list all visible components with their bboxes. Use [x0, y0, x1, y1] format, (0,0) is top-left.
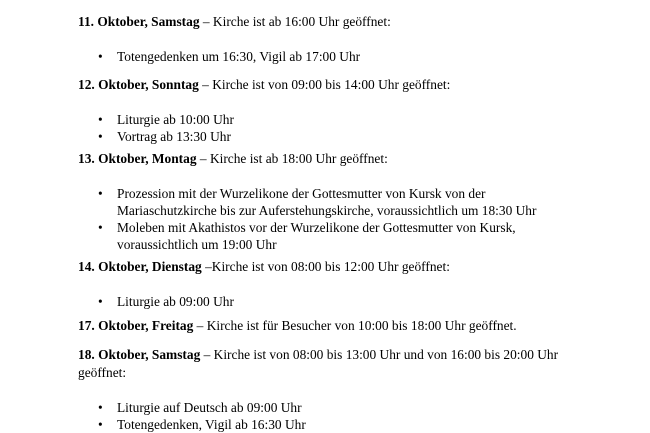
bullet-icon: •	[98, 186, 103, 201]
bullet-icon: •	[98, 112, 103, 127]
list-item-text: Totengedenken, Vigil ab 16:30 Uhr	[117, 417, 306, 432]
schedule-entry	[78, 13, 638, 65]
list-item-text-line: Moleben mit Akathistos vor der Wurzelikone der Gottesmutter von Kursk,	[117, 220, 516, 235]
entry-item-list	[78, 399, 638, 433]
entry-heading	[78, 317, 638, 335]
list-item-text: Totengedenken um 16:30, Vigil ab 17:00 Uhr	[117, 49, 361, 64]
entry-date: 14. Oktober, Dienstag	[78, 259, 202, 274]
entry-item-list	[78, 111, 638, 145]
schedule-entry	[78, 258, 638, 310]
list-item-text: Liturgie ab 09:00 Uhr	[117, 294, 234, 309]
list-item-text-line: Prozession mit der Wurzelikone der Gottesmutter von Kursk von der	[117, 186, 486, 201]
bullet-icon: •	[98, 417, 103, 432]
list-item	[78, 185, 638, 219]
list-item	[78, 399, 638, 416]
list-item-text: Liturgie ab 10:00 Uhr	[117, 112, 234, 127]
entry-item-list	[78, 185, 638, 253]
schedule-entry	[78, 150, 638, 253]
schedule-entry	[78, 76, 638, 145]
schedule-entry	[78, 317, 638, 335]
list-item	[78, 111, 638, 128]
list-item	[78, 219, 638, 253]
entry-heading	[78, 76, 638, 94]
entry-heading	[78, 346, 638, 382]
entry-text: – Kirche ist ab 16:00 Uhr geöffnet:	[199, 14, 391, 29]
entry-text: – Kirche ist für Besucher von 10:00 bis 18:00 Uhr geöffnet.	[193, 318, 517, 333]
list-item-text: Liturgie auf Deutsch ab 09:00 Uhr	[117, 400, 302, 415]
list-item-text: Vortrag ab 13:30 Uhr	[117, 129, 231, 144]
schedule-entry	[78, 346, 638, 433]
list-item	[78, 48, 638, 65]
entry-heading	[78, 13, 638, 31]
bullet-icon: •	[98, 294, 103, 309]
list-item	[78, 416, 638, 433]
list-item	[78, 293, 638, 310]
entry-date: 18. Oktober, Samstag	[78, 347, 201, 362]
entry-heading	[78, 150, 638, 168]
entry-text: – Kirche ist von 08:00 bis 13:00 Uhr und von 16:00 bis 20:00 Uhr	[200, 347, 559, 362]
bullet-icon: •	[98, 220, 103, 235]
entry-item-list	[78, 48, 638, 65]
entry-text-line2: geöffnet:	[78, 365, 127, 380]
entry-date: 12. Oktober, Sonntag	[78, 77, 199, 92]
bullet-icon: •	[98, 49, 103, 64]
list-item	[78, 128, 638, 145]
entry-text: –Kirche ist von 08:00 bis 12:00 Uhr geöffnet:	[201, 259, 450, 274]
entry-date: 13. Oktober, Montag	[78, 151, 197, 166]
list-item-text-line: Mariaschutzkirche bis zur Auferstehungskirche, voraussichtlich um 18:30 Uhr	[117, 203, 537, 218]
entry-date: 11. Oktober, Samstag	[78, 14, 200, 29]
entry-heading	[78, 258, 638, 276]
entry-text: – Kirche ist ab 18:00 Uhr geöffnet:	[196, 151, 388, 166]
entry-date: 17. Oktober, Freitag	[78, 318, 194, 333]
bullet-icon: •	[98, 129, 103, 144]
entry-item-list	[78, 293, 638, 310]
entry-text: – Kirche ist von 09:00 bis 14:00 Uhr geöffnet:	[198, 77, 451, 92]
bullet-icon: •	[98, 400, 103, 415]
list-item-text-line: voraussichtlich um 19:00 Uhr	[117, 237, 277, 252]
